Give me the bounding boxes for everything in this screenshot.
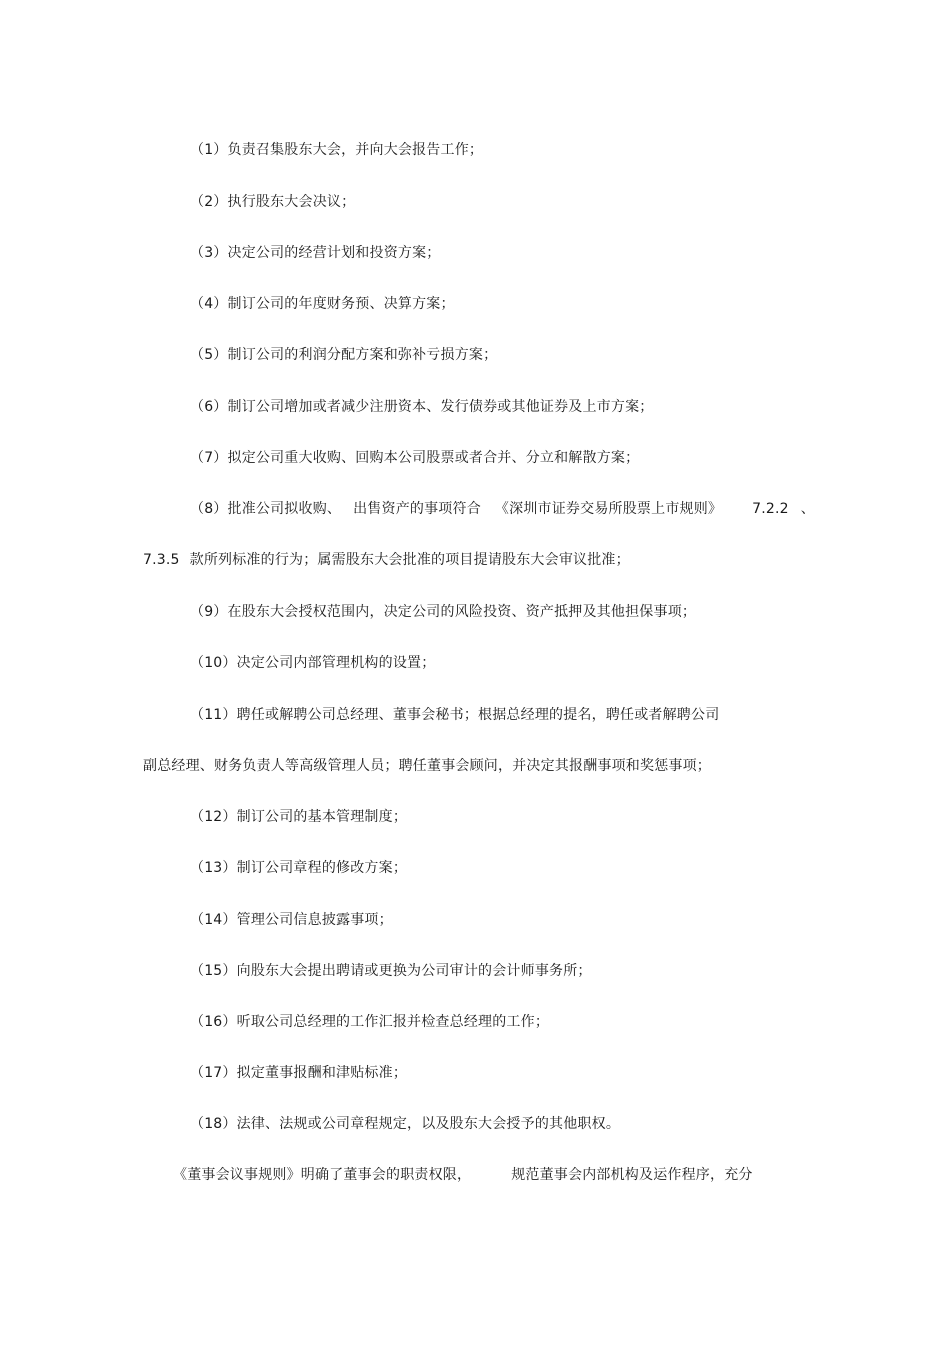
list-item-1: （1）负责召集股东大会，并向大会报告工作；: [190, 142, 484, 158]
closing-part2: 规范董事会内部机构及运作程序，充分: [511, 1167, 753, 1183]
item8-part2: 出售资产的事项符合: [353, 501, 481, 517]
list-item-16: （16）听取公司总经理的工作汇报并检查总经理的工作；: [190, 1014, 550, 1030]
item8-part1: （8）批准公司拟收购、: [190, 501, 342, 517]
list-item-14: （14）管理公司信息披露事项；: [190, 912, 393, 928]
closing-part1: 《董事会议事规则》明确了董事会的职责权限，: [173, 1167, 472, 1183]
closing-paragraph: [173, 1165, 753, 1185]
list-item-7: （7）拟定公司重大收购、回购本公司股票或者合并、分立和解散方案；: [190, 450, 640, 466]
list-item-6: （6）制订公司增加或者减少注册资本、发行债券或其他证券及上市方案；: [190, 399, 654, 415]
list-item-8: [190, 499, 815, 519]
list-item-2: （2）执行股东大会决议；: [190, 194, 356, 210]
list-item-12: （12）制订公司的基本管理制度；: [190, 809, 408, 825]
list-item-17: （17）拟定董事报酬和津贴标准；: [190, 1065, 408, 1081]
item8-part4: 7.2.2: [752, 501, 789, 517]
list-item-11-continuation: 副总经理、财务负责人等高级管理人员；聘任董事会顾问，并决定其报酬事项和奖惩事项；: [143, 758, 711, 774]
item8-part3: 《深圳市证券交易所股票上市规则》: [494, 501, 723, 517]
item8-part5: 、: [800, 501, 815, 517]
item8-cont-num: 7.3.5: [143, 552, 180, 568]
item8-cont-text: 款所列标准的行为；属需股东大会批准的项目提请股东大会审议批准；: [189, 552, 630, 568]
list-item-18: （18）法律、法规或公司章程规定，以及股东大会授予的其他职权。: [190, 1116, 621, 1132]
list-item-8-continuation: [143, 550, 630, 570]
list-item-15: （15）向股东大会提出聘请或更换为公司审计的会计师事务所；: [190, 963, 592, 979]
list-item-3: （3）决定公司的经营计划和投资方案；: [190, 245, 441, 261]
list-item-4: （4）制订公司的年度财务预、决算方案；: [190, 296, 455, 312]
list-item-10: （10）决定公司内部管理机构的设置；: [190, 655, 436, 671]
list-item-9: （9）在股东大会授权范围内，决定公司的风险投资、资产抵押及其他担保事项；: [190, 604, 697, 620]
list-item-13: （13）制订公司章程的修改方案；: [190, 860, 408, 876]
list-item-5: （5）制订公司的利润分配方案和弥补亏损方案；: [190, 347, 498, 363]
list-item-11: （11）聘任或解聘公司总经理、董事会秘书；根据总经理的提名，聘任或者解聘公司: [190, 707, 720, 723]
